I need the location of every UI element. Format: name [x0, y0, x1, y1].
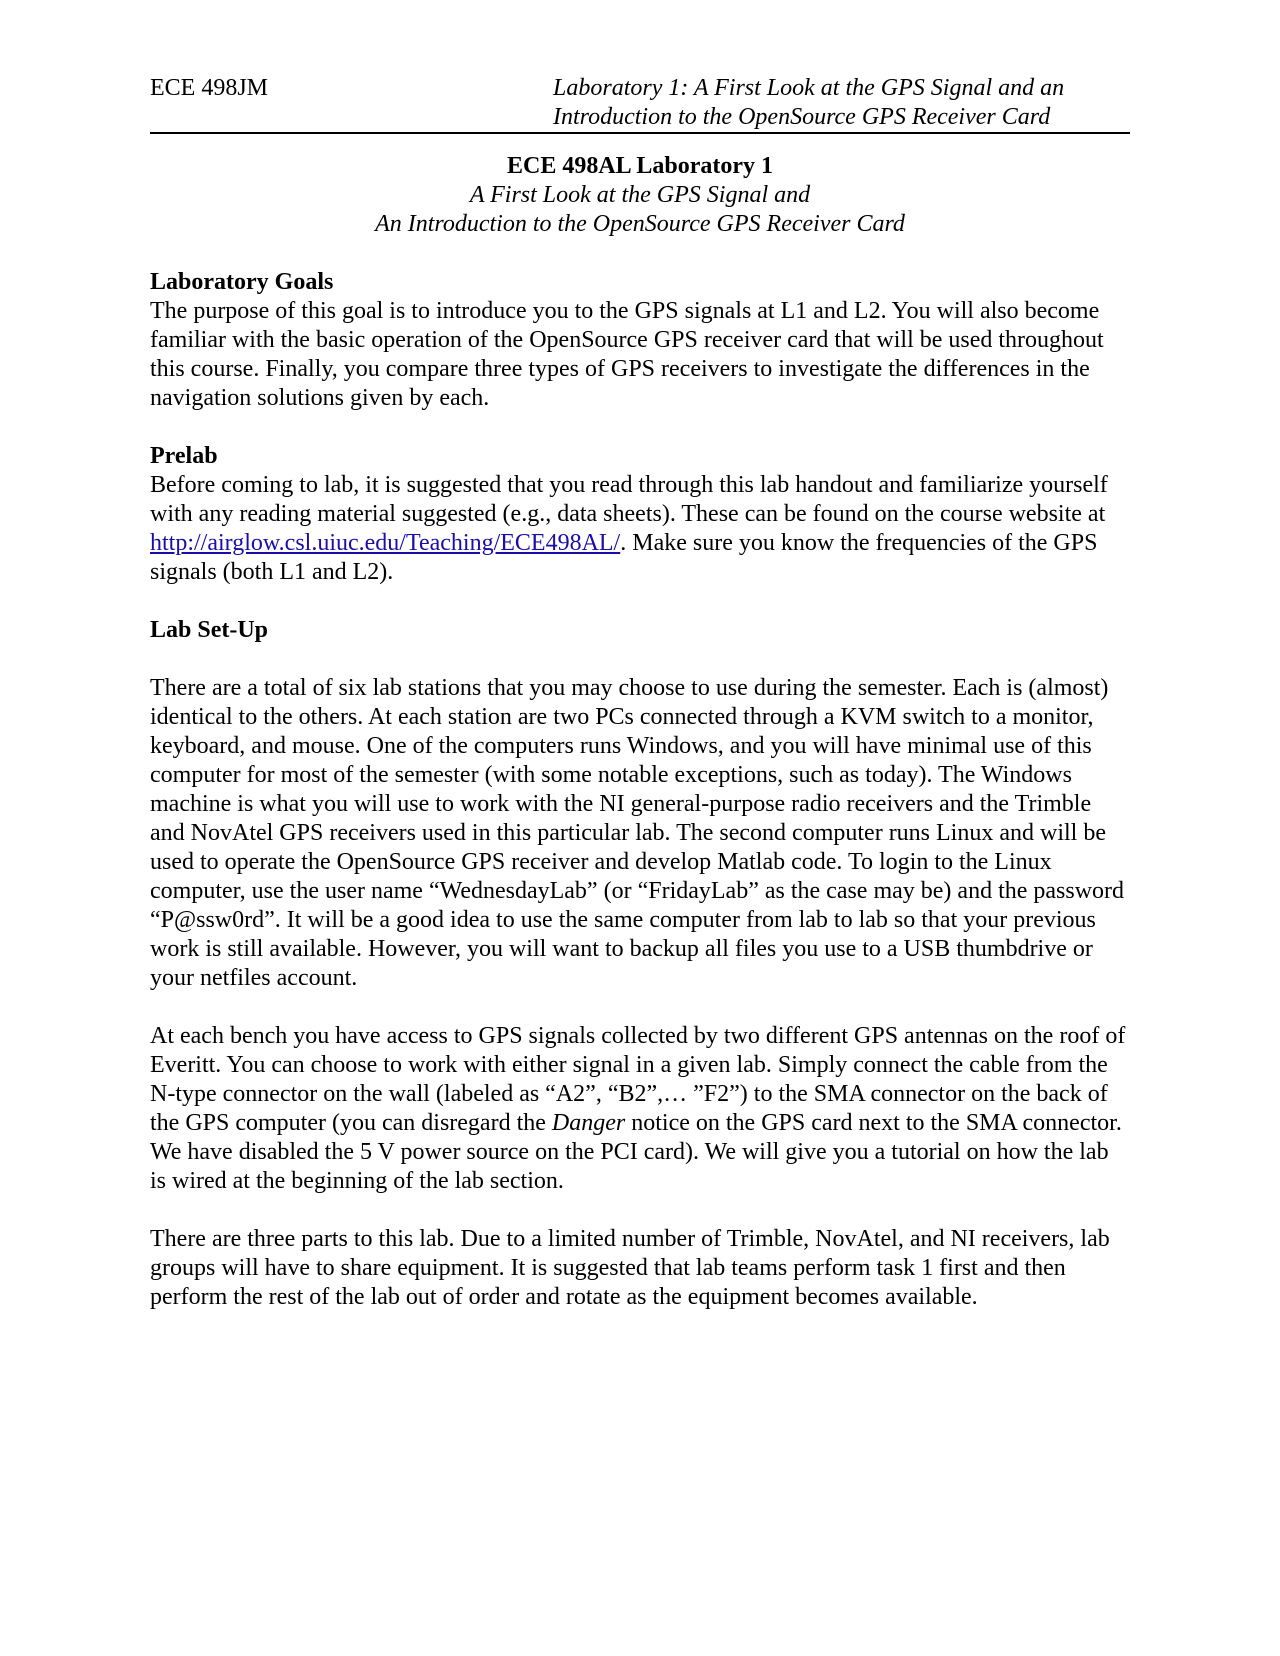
goals-heading: Laboratory Goals [150, 269, 334, 295]
header-lab-title [553, 74, 1064, 132]
setup-heading: Lab Set-Up [150, 617, 269, 643]
spacer [150, 993, 1130, 1022]
prelab-text-after-link: . Make sure you know the frequencies of the GPS signals (both L1 and L2). [150, 530, 1098, 585]
section-setup [150, 616, 1130, 1312]
running-header [150, 70, 1130, 134]
header-lab-title-line1: Laboratory 1: A First Look at the GPS Signal and an [553, 75, 1065, 101]
spacer [150, 1196, 1130, 1225]
setup-paragraph-2 [150, 1022, 1130, 1196]
title-block [150, 152, 1130, 239]
course-website-link[interactable]: http://airglow.csl.uiuc.edu/Teaching/ECE498AL/ [150, 530, 621, 556]
section-goals [150, 268, 1130, 413]
subtitle-line1: A First Look at the GPS Signal and [469, 182, 811, 208]
document-page [150, 70, 1130, 1312]
setup-p2-text-before: At each bench you have access to GPS signals collected by two different GPS antennas on the roof of Everitt. You can choose to work with either signal in a given lab. Simply connect the cable from the N-type connector on the wall (labeled as “A2”, “B2”,… ”F2”) to the SMA connector on the back of the GPS computer (you can disregard the [150, 1023, 1126, 1136]
prelab-paragraph [150, 471, 1130, 587]
course-code: ECE 498JM [150, 75, 269, 101]
prelab-heading: Prelab [150, 443, 218, 469]
danger-term: Danger [551, 1110, 626, 1136]
section-prelab [150, 442, 1130, 587]
setup-paragraph-3: There are three parts to this lab. Due to a limited number of Trimble, NovAtel, and NI receivers, lab groups will have to share equipment. It is suggested that lab teams perform task 1 first and then perform the rest of the lab out of order and rotate as the equipment becomes available. [150, 1226, 1110, 1310]
page-title: ECE 498AL Laboratory 1 [506, 153, 773, 179]
header-lab-title-line2: Introduction to the OpenSource GPS Receiver Card [553, 104, 1051, 130]
goals-paragraph: The purpose of this goal is to introduce you to the GPS signals at L1 and L2. You will also become familiar with the basic operation of the OpenSource GPS receiver card that will be used throughout this course. Finally, you compare three types of GPS receivers to investigate the differences in the navigation solutions given by each. [150, 298, 1104, 411]
spacer [150, 645, 1130, 674]
setup-paragraph-1: There are a total of six lab stations that you may choose to use during the semester. Each is (almost) identical to the others. At each station are two PCs connected through a KVM switch to a monitor, keyboard, and mouse. One of the computers runs Windows, and you will have minimal use of this computer for most of the semester (with some notable exceptions, such as today). The Windows machine is what you will use to work with the NI general-purpose radio receivers and the Trimble and NovAtel GPS receivers used in this particular lab. The second computer runs Linux and will be used to operate the OpenSource GPS receiver and develop Matlab code. To login to the Linux computer, use the user name “WednesdayLab” (or “FridayLab” as the case may be) and the password “P@ssw0rd”. It will be a good idea to use the same computer from lab to lab so that your previous work is still available. However, you will want to backup all files you use to a USB thumbdrive or your netfiles account. [150, 675, 1125, 991]
subtitle-line2: An Introduction to the OpenSource GPS Receiver Card [375, 211, 905, 237]
prelab-text-before-link: Before coming to lab, it is suggested that you read through this lab handout and familiarize yourself with any reading material suggested (e.g., data sheets). These can be found on the course website at [150, 472, 1108, 527]
setup-p2-text-after: notice on the GPS card next to the SMA connector. We have disabled the 5 V power source on the PCI card). We will give you a tutorial on how the lab is wired at the beginning of the lab section. [150, 1110, 1122, 1194]
